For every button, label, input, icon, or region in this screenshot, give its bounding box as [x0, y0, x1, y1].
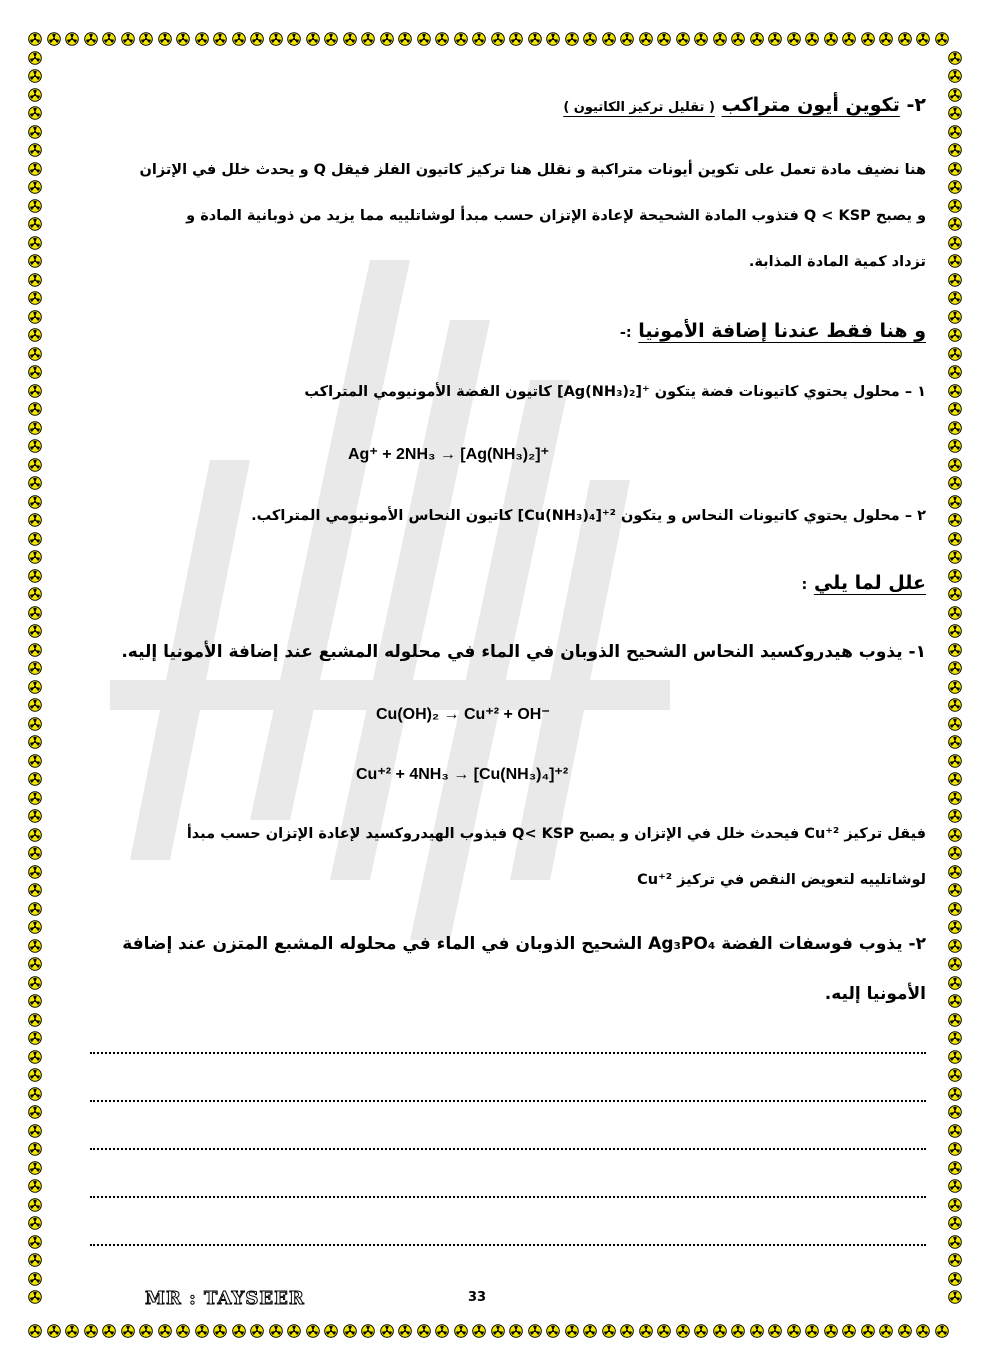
- radiation-symbol-icon: [47, 1324, 61, 1338]
- radiation-symbol-icon: [602, 1324, 616, 1338]
- radiation-symbol-icon: [28, 143, 42, 157]
- radiation-symbol-icon: [28, 328, 42, 342]
- radiation-symbol-icon: [28, 643, 42, 657]
- explain-heading: [802, 572, 926, 594]
- radiation-symbol-icon: [269, 1324, 283, 1338]
- ammonia-item-2: [251, 508, 926, 524]
- radiation-symbol-icon: [139, 32, 153, 46]
- radiation-symbol-icon: [491, 32, 505, 46]
- radiation-symbol-icon: [948, 846, 962, 860]
- radiation-symbol-icon: [213, 1324, 227, 1338]
- radiation-symbol-icon: [195, 32, 209, 46]
- radiation-symbol-icon: [948, 1087, 962, 1101]
- radiation-symbol-icon: [139, 1324, 153, 1338]
- radiation-symbol-icon: [948, 1161, 962, 1175]
- radiation-symbol-icon: [121, 1324, 135, 1338]
- answer-line: لوشاتلييه لتعويض النقص في تركيز Cu⁺²: [637, 872, 926, 888]
- radiation-symbol-icon: [948, 125, 962, 139]
- radiation-symbol-icon: [948, 1068, 962, 1082]
- radiation-symbol-icon: [398, 1324, 412, 1338]
- radiation-symbol-icon: [28, 846, 42, 860]
- radiation-symbol-icon: [343, 1324, 357, 1338]
- section-subtitle: ( تقليل تركيز الكاتيون ): [563, 100, 715, 115]
- radiation-symbol-icon: [948, 643, 962, 657]
- radiation-symbol-icon: [28, 1142, 42, 1156]
- radiation-symbol-icon: [528, 1324, 542, 1338]
- radiation-symbol-icon: [948, 1031, 962, 1045]
- radiation-symbol-icon: [898, 1324, 912, 1338]
- radiation-symbol-icon: [948, 106, 962, 120]
- radiation-symbol-icon: [948, 994, 962, 1008]
- radiation-symbol-icon: [948, 143, 962, 157]
- radiation-symbol-icon: [102, 1324, 116, 1338]
- radiation-symbol-icon: [28, 1031, 42, 1045]
- radiation-symbol-icon: [731, 1324, 745, 1338]
- answer-dotted-line: [90, 1100, 926, 1102]
- radiation-symbol-icon: [28, 1290, 42, 1304]
- section-title: تكوين أيون متراكب: [721, 94, 900, 116]
- radiation-symbol-icon: [824, 32, 838, 46]
- radiation-symbol-icon: [28, 236, 42, 250]
- radiation-symbol-icon: [565, 32, 579, 46]
- radiation-symbol-icon: [28, 162, 42, 176]
- radiation-symbol-icon: [28, 994, 42, 1008]
- radiation-symbol-icon: [948, 180, 962, 194]
- radiation-symbol-icon: [472, 32, 486, 46]
- radiation-symbol-icon: [28, 939, 42, 953]
- radiation-symbol-icon: [454, 32, 468, 46]
- radiation-symbol-icon: [948, 310, 962, 324]
- radiation-symbol-icon: [417, 32, 431, 46]
- radiation-symbol-icon: [948, 809, 962, 823]
- equation-1: Ag⁺ + 2NH₃ → [Ag(NH₃)₂]⁺: [348, 446, 550, 463]
- radiation-symbol-icon: [176, 1324, 190, 1338]
- radiation-symbol-icon: [28, 883, 42, 897]
- radiation-symbol-icon: [28, 1253, 42, 1267]
- radiation-symbol-icon: [935, 32, 949, 46]
- radiation-symbol-icon: [28, 1235, 42, 1249]
- radiation-symbol-icon: [28, 1105, 42, 1119]
- radiation-symbol-icon: [546, 32, 560, 46]
- answer-dotted-line: [90, 1196, 926, 1198]
- answer-line: فيقل تركيز Cu⁺² فيحدث خلل في الإتزان و يصبح Q< KSP فيذوب الهيدروكسيد لإعادة الإتزان حسب مبدأ: [186, 826, 926, 842]
- radiation-symbol-icon: [232, 1324, 246, 1338]
- radiation-symbol-icon: [454, 1324, 468, 1338]
- radiation-symbol-icon: [28, 1272, 42, 1286]
- radiation-symbol-icon: [750, 32, 764, 46]
- radiation-symbol-icon: [509, 1324, 523, 1338]
- radiation-symbol-icon: [28, 865, 42, 879]
- radiation-symbol-icon: [948, 883, 962, 897]
- radiation-symbol-icon: [398, 32, 412, 46]
- radiation-symbol-icon: [948, 476, 962, 490]
- radiation-symbol-icon: [287, 32, 301, 46]
- radiation-symbol-icon: [324, 1324, 338, 1338]
- radiation-symbol-icon: [948, 791, 962, 805]
- radiation-symbol-icon: [948, 88, 962, 102]
- radiation-symbol-icon: [948, 365, 962, 379]
- radiation-symbol-icon: [28, 69, 42, 83]
- radiation-symbol-icon: [948, 698, 962, 712]
- radiation-symbol-icon: [948, 680, 962, 694]
- radiation-symbol-icon: [916, 32, 930, 46]
- radiation-symbol-icon: [28, 458, 42, 472]
- radiation-symbol-icon: [694, 1324, 708, 1338]
- item-text: ١ – محلول يحتوي كاتيونات فضة يتكون: [654, 384, 926, 400]
- radiation-symbol-icon: [731, 32, 745, 46]
- radiation-symbol-icon: [620, 32, 634, 46]
- radiation-symbol-icon: [250, 1324, 264, 1338]
- radiation-symbol-icon: [28, 439, 42, 453]
- radiation-symbol-icon: [306, 32, 320, 46]
- radiation-symbol-icon: [916, 1324, 930, 1338]
- radiation-symbol-icon: [948, 384, 962, 398]
- item-text: كاتيون الفضة الأمونيومي المتراكب: [304, 384, 552, 400]
- radiation-symbol-icon: [948, 828, 962, 842]
- radiation-symbol-icon: [28, 920, 42, 934]
- radiation-symbol-icon: [948, 402, 962, 416]
- radiation-symbol-icon: [948, 957, 962, 971]
- radiation-symbol-icon: [28, 495, 42, 509]
- radiation-symbol-icon: [948, 495, 962, 509]
- radiation-symbol-icon: [28, 1013, 42, 1027]
- equation-2: Cu(OH)₂ → Cu⁺² + OH⁻: [376, 706, 550, 723]
- radiation-symbol-icon: [28, 772, 42, 786]
- radiation-symbol-icon: [213, 32, 227, 46]
- radiation-symbol-icon: [948, 550, 962, 564]
- question-2: ٢- يذوب فوسفات الفضة Ag₃PO₄ الشحيح الذوبان في الماء في محلوله المشبع المتزن عند إضافة: [122, 934, 926, 954]
- radiation-symbol-icon: [948, 162, 962, 176]
- radiation-symbol-icon: [28, 125, 42, 139]
- radiation-symbol-icon: [713, 1324, 727, 1338]
- radiation-symbol-icon: [948, 865, 962, 879]
- radiation-symbol-icon: [948, 199, 962, 213]
- section-heading: [563, 94, 926, 116]
- heading-suffix: :-: [619, 325, 632, 341]
- radiation-symbol-icon: [491, 1324, 505, 1338]
- radiation-symbol-icon: [28, 180, 42, 194]
- radiation-symbol-icon: [28, 569, 42, 583]
- radiation-symbol-icon: [948, 513, 962, 527]
- item-text: كاتيون النحاس الأمونيومي المتراكب.: [251, 508, 513, 524]
- radiation-symbol-icon: [28, 754, 42, 768]
- radiation-symbol-icon: [28, 1198, 42, 1212]
- radiation-symbol-icon: [509, 32, 523, 46]
- radiation-symbol-icon: [28, 1324, 42, 1338]
- radiation-symbol-icon: [602, 32, 616, 46]
- radiation-symbol-icon: [948, 1216, 962, 1230]
- formula: [Ag(NH₃)₂]⁺: [556, 384, 650, 400]
- radiation-symbol-icon: [861, 32, 875, 46]
- radiation-symbol-icon: [805, 1324, 819, 1338]
- radiation-symbol-icon: [65, 1324, 79, 1338]
- radiation-symbol-icon: [948, 1179, 962, 1193]
- radiation-symbol-icon: [435, 32, 449, 46]
- page-number: 33: [468, 1290, 487, 1305]
- radiation-symbol-icon: [28, 32, 42, 46]
- radiation-symbol-icon: [948, 1198, 962, 1212]
- radiation-symbol-icon: [361, 32, 375, 46]
- radiation-symbol-icon: [435, 1324, 449, 1338]
- radiation-symbol-icon: [948, 754, 962, 768]
- radiation-symbol-icon: [28, 1087, 42, 1101]
- radiation-symbol-icon: [948, 439, 962, 453]
- radiation-symbol-icon: [28, 976, 42, 990]
- radiation-symbol-icon: [948, 1290, 962, 1304]
- radiation-symbol-icon: [28, 88, 42, 102]
- radiation-symbol-icon: [380, 1324, 394, 1338]
- radiation-symbol-icon: [546, 1324, 560, 1338]
- radiation-symbol-icon: [948, 661, 962, 675]
- radiation-symbol-icon: [176, 32, 190, 46]
- radiation-symbol-icon: [948, 1013, 962, 1027]
- radiation-symbol-icon: [948, 69, 962, 83]
- radiation-symbol-icon: [28, 1179, 42, 1193]
- radiation-symbol-icon: [28, 1161, 42, 1175]
- radiation-symbol-icon: [47, 32, 61, 46]
- radiation-symbol-icon: [948, 735, 962, 749]
- radiation-symbol-icon: [28, 828, 42, 842]
- radiation-symbol-icon: [948, 939, 962, 953]
- radiation-symbol-icon: [898, 32, 912, 46]
- radiation-symbol-icon: [28, 606, 42, 620]
- radiation-symbol-icon: [948, 254, 962, 268]
- radiation-symbol-icon: [948, 624, 962, 638]
- ammonia-item-1: [304, 384, 926, 400]
- radiation-symbol-icon: [948, 532, 962, 546]
- radiation-symbol-icon: [948, 772, 962, 786]
- answer-dotted-line: [90, 1148, 926, 1150]
- radiation-symbol-icon: [28, 1124, 42, 1138]
- radiation-symbol-icon: [948, 421, 962, 435]
- radiation-symbol-icon: [472, 1324, 486, 1338]
- radiation-symbol-icon: [935, 1324, 949, 1338]
- radiation-symbol-icon: [805, 32, 819, 46]
- radiation-symbol-icon: [948, 606, 962, 620]
- radiation-symbol-icon: [948, 291, 962, 305]
- radiation-symbol-icon: [232, 32, 246, 46]
- radiation-symbol-icon: [948, 51, 962, 65]
- radiation-symbol-icon: [948, 1235, 962, 1249]
- radiation-symbol-icon: [948, 902, 962, 916]
- radiation-symbol-icon: [28, 1068, 42, 1082]
- radiation-symbol-icon: [28, 513, 42, 527]
- radiation-symbol-icon: [121, 32, 135, 46]
- radiation-symbol-icon: [948, 1050, 962, 1064]
- radiation-symbol-icon: [28, 217, 42, 231]
- formula: [Cu(NH₃)₄]⁺²: [517, 508, 616, 524]
- radiation-symbol-icon: [28, 902, 42, 916]
- radiation-symbol-icon: [657, 1324, 671, 1338]
- radiation-symbol-icon: [28, 476, 42, 490]
- radiation-symbol-icon: [948, 273, 962, 287]
- radiation-symbol-icon: [565, 1324, 579, 1338]
- radiation-symbol-icon: [948, 587, 962, 601]
- radiation-symbol-icon: [948, 569, 962, 583]
- radiation-symbol-icon: [842, 32, 856, 46]
- radiation-symbol-icon: [28, 1050, 42, 1064]
- radiation-symbol-icon: [65, 32, 79, 46]
- radiation-symbol-icon: [84, 1324, 98, 1338]
- radiation-symbol-icon: [948, 328, 962, 342]
- radiation-symbol-icon: [948, 1124, 962, 1138]
- paragraph-line: تزداد كمية المادة المذابة.: [748, 254, 926, 270]
- radiation-symbol-icon: [28, 717, 42, 731]
- radiation-symbol-icon: [28, 1216, 42, 1230]
- radiation-symbol-icon: [620, 1324, 634, 1338]
- radiation-symbol-icon: [28, 957, 42, 971]
- radiation-symbol-icon: [28, 199, 42, 213]
- radiation-symbol-icon: [768, 1324, 782, 1338]
- radiation-symbol-icon: [28, 661, 42, 675]
- radiation-symbol-icon: [948, 717, 962, 731]
- radiation-symbol-icon: [28, 791, 42, 805]
- question-2: الأمونيا إليه.: [824, 984, 926, 1004]
- radiation-symbol-icon: [861, 1324, 875, 1338]
- radiation-symbol-icon: [639, 32, 653, 46]
- radiation-symbol-icon: [750, 1324, 764, 1338]
- radiation-symbol-icon: [28, 532, 42, 546]
- radiation-symbol-icon: [787, 32, 801, 46]
- radiation-symbol-icon: [158, 32, 172, 46]
- ammonia-heading: [620, 320, 926, 342]
- radiation-symbol-icon: [948, 236, 962, 250]
- radiation-symbol-icon: [948, 347, 962, 361]
- radiation-symbol-icon: [948, 1142, 962, 1156]
- radiation-symbol-icon: [713, 32, 727, 46]
- radiation-symbol-icon: [102, 32, 116, 46]
- radiation-symbol-icon: [676, 1324, 690, 1338]
- radiation-symbol-icon: [84, 32, 98, 46]
- answer-dotted-line: [90, 1052, 926, 1054]
- radiation-symbol-icon: [824, 1324, 838, 1338]
- radiation-symbol-icon: [879, 1324, 893, 1338]
- radiation-symbol-icon: [28, 550, 42, 564]
- answer-dotted-line: [90, 1244, 926, 1246]
- radiation-symbol-icon: [948, 976, 962, 990]
- radiation-symbol-icon: [343, 32, 357, 46]
- radiation-symbol-icon: [28, 273, 42, 287]
- radiation-symbol-icon: [361, 1324, 375, 1338]
- radiation-symbol-icon: [28, 698, 42, 712]
- radiation-symbol-icon: [28, 365, 42, 379]
- radiation-symbol-icon: [324, 32, 338, 46]
- radiation-symbol-icon: [842, 1324, 856, 1338]
- radiation-symbol-icon: [195, 1324, 209, 1338]
- radiation-symbol-icon: [28, 51, 42, 65]
- radiation-symbol-icon: [28, 421, 42, 435]
- radiation-symbol-icon: [287, 1324, 301, 1338]
- heading-suffix: :: [801, 577, 808, 593]
- radiation-symbol-icon: [28, 106, 42, 120]
- radiation-symbol-icon: [250, 32, 264, 46]
- radiation-symbol-icon: [28, 254, 42, 268]
- equation-3: Cu⁺² + 4NH₃ → [Cu(NH₃)₄]⁺²: [356, 766, 569, 783]
- radiation-symbol-icon: [879, 32, 893, 46]
- radiation-symbol-icon: [28, 291, 42, 305]
- radiation-symbol-icon: [28, 587, 42, 601]
- radiation-symbol-icon: [28, 624, 42, 638]
- radiation-symbol-icon: [787, 1324, 801, 1338]
- question-1: ١- يذوب هيدروكسيد النحاس الشحيح الذوبان في الماء في محلوله المشبع عند إضافة الأمونيا إليه.: [121, 642, 926, 662]
- radiation-symbol-icon: [28, 809, 42, 823]
- ammonia-heading-text: و هنا فقط عندنا إضافة الأمونيا: [638, 320, 926, 342]
- radiation-symbol-icon: [28, 384, 42, 398]
- radiation-symbol-icon: [28, 402, 42, 416]
- radiation-symbol-icon: [948, 217, 962, 231]
- radiation-symbol-icon: [948, 920, 962, 934]
- paragraph-line: هنا نضيف مادة تعمل على تكوين أيونات متراكبة و نقلل هنا تركيز كاتيون الفلز فيقل Q و يحدث خلل في الإتزان: [139, 162, 926, 178]
- radiation-symbol-icon: [269, 32, 283, 46]
- radiation-symbol-icon: [639, 1324, 653, 1338]
- explain-heading-text: علل لما يلي: [813, 572, 926, 594]
- radiation-symbol-icon: [380, 32, 394, 46]
- radiation-symbol-icon: [28, 680, 42, 694]
- radiation-symbol-icon: [583, 32, 597, 46]
- radiation-symbol-icon: [948, 1253, 962, 1267]
- radiation-symbol-icon: [948, 458, 962, 472]
- radiation-symbol-icon: [657, 32, 671, 46]
- radiation-symbol-icon: [306, 1324, 320, 1338]
- document-body: [80, 80, 926, 1290]
- radiation-symbol-icon: [768, 32, 782, 46]
- radiation-symbol-icon: [676, 32, 690, 46]
- radiation-symbol-icon: [694, 32, 708, 46]
- radiation-symbol-icon: [948, 1105, 962, 1119]
- radiation-symbol-icon: [28, 310, 42, 324]
- author-name: MR : TAYSEER: [145, 1288, 305, 1309]
- section-number: ٢-: [906, 94, 926, 116]
- radiation-symbol-icon: [28, 347, 42, 361]
- item-text: ٢ – محلول يحتوي كاتيونات النحاس و يتكون: [621, 508, 926, 524]
- radiation-symbol-icon: [158, 1324, 172, 1338]
- radiation-symbol-icon: [948, 1272, 962, 1286]
- radiation-symbol-icon: [583, 1324, 597, 1338]
- radiation-symbol-icon: [528, 32, 542, 46]
- radiation-symbol-icon: [417, 1324, 431, 1338]
- radiation-symbol-icon: [28, 735, 42, 749]
- paragraph-line: و يصبح Q < KSP فتذوب المادة الشحيحة لإعادة الإتزان حسب مبدأ لوشاتلييه مما يزيد من ذوبانية المادة و: [186, 208, 926, 224]
